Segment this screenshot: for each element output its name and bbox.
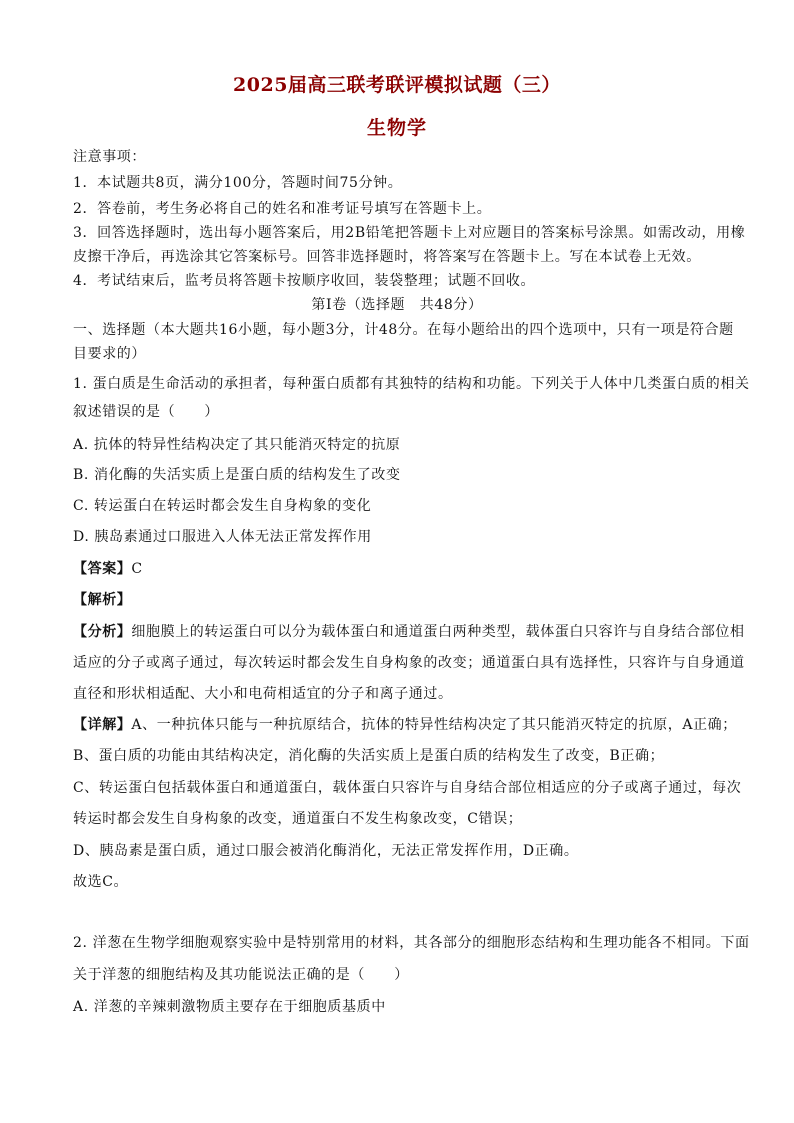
answer-tag: 【答案】 (73, 561, 132, 577)
analysis-tag: 【分析】 (73, 624, 132, 640)
exam-title: 2025届高三联考联评模拟试题（三） (233, 74, 561, 96)
option-d: D. 胰岛素通过口服进入人体无法正常发挥作用 (73, 529, 372, 545)
notice-item: 1．本试题共8页，满分100分，答题时间75分钟。 (73, 175, 403, 191)
analysis-text: 细胞膜上的转运蛋白可以分为载体蛋白和通道蛋白两种类型，载体蛋白只容许与自身结合部位相 (131, 624, 745, 640)
detail-text: B、蛋白质的功能由其结构决定，消化酶的失活实质上是蛋白质的结构发生了改变，B正确； (73, 748, 665, 764)
answer-line (73, 560, 733, 578)
question-stem: 1. 蛋白质是生命活动的承担者，每种蛋白质都有其独特的结构和功能。下列关于人体中几类蛋白质的相关 (73, 376, 750, 392)
conclusion: 故选C。 (73, 874, 129, 890)
question-stem: 关于洋葱的细胞结构及其功能说法正确的是（ ） (73, 967, 409, 983)
detail-text: D、胰岛素是蛋白质，通过口服会被消化酶消化，无法正常发挥作用，D正确。 (73, 843, 579, 859)
question-stem: 2. 洋葱在生物学细胞观察实验中是特别常用的材料，其各部分的细胞形态结构和生理功能各不相同。下面 (73, 935, 750, 951)
analysis-text: 适应的分子或离子通过，每次转运时都会发生自身构象的改变；通道蛋白具有选择性，只容许与自身通道 (73, 655, 745, 671)
explain-tag: 【解析】 (73, 592, 132, 608)
analysis-text: 直径和形状相适配、大小和电荷相适宜的分子和离子通过。 (73, 686, 453, 702)
analysis-line (73, 623, 745, 641)
detail-tag: 【详解】 (73, 717, 132, 733)
section-title: 第Ⅰ卷（选择题 共48分） (311, 297, 483, 313)
subject-title: 生物学 (366, 117, 427, 139)
option-a: A. 洋葱的辛辣刺激物质主要存在于细胞质基质中 (73, 999, 386, 1015)
notice-item: 3．回答选择题时，选出每小题答案后，用2B铅笔把答题卡上对应题目的答案标号涂黑。如需改动，用橡 (73, 225, 746, 241)
question-stem: 叙述错误的是（ ） (73, 404, 219, 420)
option-c: C. 转运蛋白在转运时都会发生自身构象的变化 (73, 498, 372, 514)
section-instructions: 目要求的） (73, 346, 146, 362)
detail-text: 转运时都会发生自身构象的改变，通道蛋白不发生构象改变，C错误； (73, 811, 523, 827)
notice-item: 2．答卷前，考生务必将自己的姓名和准考证号填写在答题卡上。 (73, 201, 492, 217)
notice-item: 4．考试结束后，监考员将答题卡按顺序收回，装袋整理；试题不回收。 (73, 273, 536, 289)
detail-text: A、一种抗体只能与一种抗原结合，抗体的特异性结构决定了其只能消灭特定的抗原，A正确； (131, 717, 737, 733)
detail-text: C、转运蛋白包括载体蛋白和通道蛋白，载体蛋白只容许与自身结合部位相适应的分子或离子通过，每次 (73, 780, 742, 796)
detail-line (73, 716, 737, 734)
option-a: A. 抗体的特异性结构决定了其只能消灭特定的抗原 (73, 437, 401, 453)
option-b: B. 消化酶的失活实质上是蛋白质的结构发生了改变 (73, 467, 401, 483)
notice-heading: 注意事项： (73, 149, 146, 165)
answer-value: C (131, 561, 143, 577)
notice-item: 皮擦干净后，再选涂其它答案标号。回答非选择题时，将答案写在答题卡上。写在本试卷上无效。 (73, 249, 701, 265)
section-instructions: 一、选择题（本大题共16小题，每小题3分，计48分。在每小题给出的四个选项中，只有一项是符合题 (73, 322, 734, 338)
